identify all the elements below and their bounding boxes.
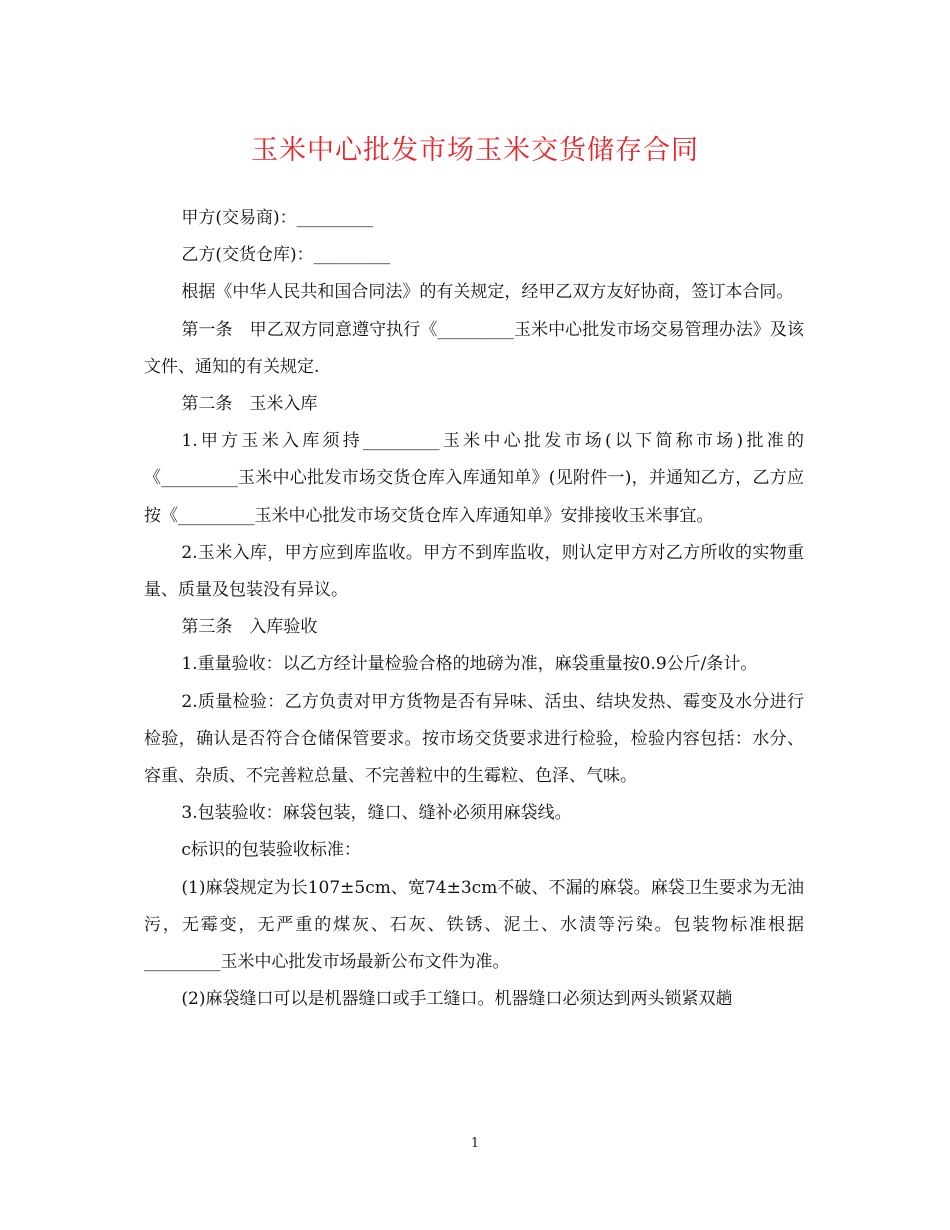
document-body: [144, 200, 804, 1018]
article-2-heading: 第二条 玉米入库: [181, 394, 318, 415]
packaging-standard-heading: c标识的包装验收标准：: [181, 840, 361, 861]
article-3-heading: 第三条 入库验收: [181, 617, 318, 638]
document-title: 玉米中心批发市场玉米交货储存合同: [251, 135, 699, 166]
page-number: 1: [470, 1136, 480, 1151]
article-3-clause-2: 2.质量检验：乙方负责对甲方货物是否有异味、活虫、结块发热、霉变及水分进行检验，确认是否符合仓储保管要求。按市场交货要求进行检验，检验内容包括：水分、容重、杂质、不完善粒总量、不完善粒中的生霉粒、色泽、气味。: [144, 691, 804, 787]
article-1-paragraph: 第一条 甲乙双方同意遵守执行《_________玉米中心批发市场交易管理办法》及该文件、通知的有关规定.: [144, 319, 804, 377]
article-3-clause-1: 1.重量验收：以乙方经计量检验合格的地磅为准，麻袋重量按0.9公斤/条计。: [181, 654, 758, 675]
article-3-clause-3: 3.包装验收：麻袋包装，缝口、缝补必须用麻袋线。: [181, 803, 572, 824]
party-b-line: 乙方(交货仓库)：_________: [181, 245, 391, 266]
article-2-clause-1: 1.甲方玉米入库须持_________玉米中心批发市场(以下简称市场)批准的《_________玉米中心批发市场交货仓库入库通知单》(见附件一)，并通知乙方，乙方应按《_________玉米中心批发市场交货仓库入库通知单》安排接收玉米事宜。: [144, 431, 804, 526]
preamble-paragraph: 根据《中华人民共和国合同法》的有关规定，经甲乙双方友好协商，签订本合同。: [181, 282, 794, 303]
packaging-standard-item-2: (2)麻袋缝口可以是机器缝口或手工缝口。机器缝口必须达到两头锁紧双趟: [181, 989, 733, 1010]
article-2-clause-2: 2.玉米入库，甲方应到库监收。甲方不到库监收，则认定甲方对乙方所收的实物重量、质量及包装没有异议。: [144, 542, 804, 601]
packaging-standard-item-1: (1)麻袋规定为长107±5cm、宽74±3cm不破、不漏的麻袋。麻袋卫生要求为无油污，无霉变，无严重的煤灰、石灰、铁锈、泥土、水渍等污染。包装物标准根据_________玉米中心批发市场最新公布文件为准。: [144, 877, 804, 973]
party-a-line: 甲方(交易商)：_________: [181, 208, 374, 228]
